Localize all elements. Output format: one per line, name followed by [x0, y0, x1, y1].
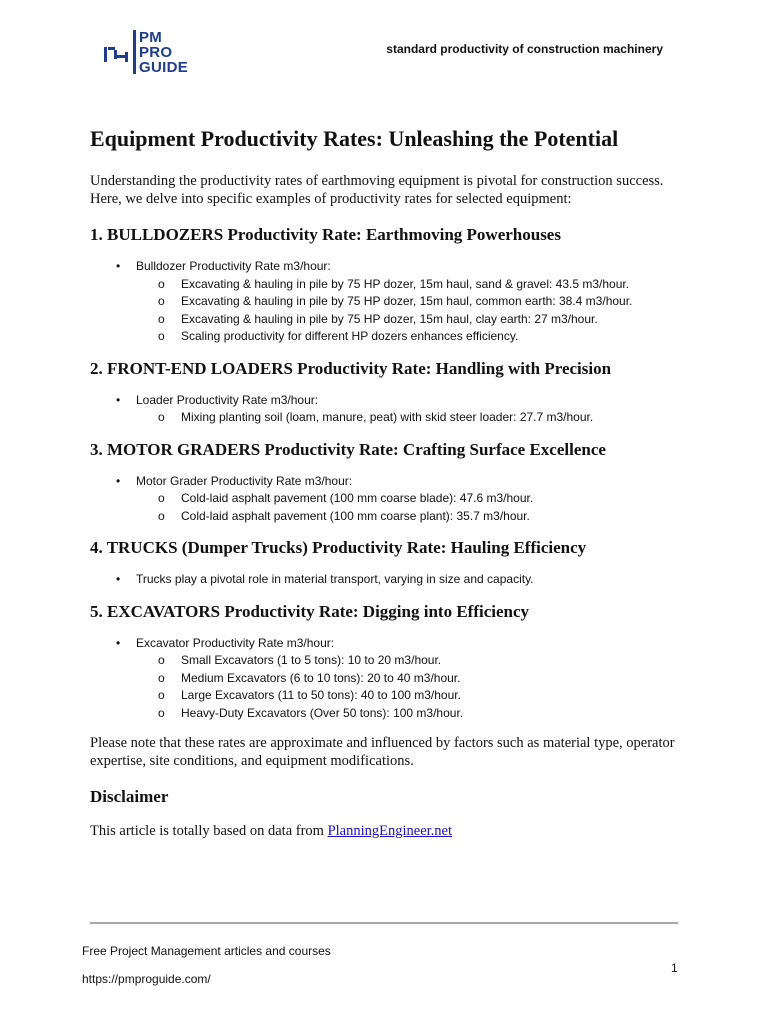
- section-list: [90, 473, 690, 526]
- list-item: [90, 392, 690, 410]
- sub-list-item: [90, 705, 690, 723]
- sub-bullet-icon: o: [158, 670, 165, 685]
- page-header: [0, 0, 768, 90]
- pmproguide-logo[interactable]: [103, 28, 188, 76]
- sub-bullet-icon: o: [158, 294, 165, 308]
- list-item-text: Excavator Productivity Rate m3/hour:: [136, 635, 335, 650]
- logo-line-pro: PRO: [139, 44, 173, 61]
- list-item-text: Motor Grader Productivity Rate m3/hour:: [136, 473, 353, 488]
- article-title: Equipment Productivity Rates: Unleashing the Potential: [90, 126, 619, 151]
- sub-bullet-icon: o: [158, 491, 165, 505]
- disclaimer-heading: Disclaimer: [90, 787, 169, 806]
- bullet-icon: •: [116, 635, 121, 650]
- sub-list-item-text: Heavy-Duty Excavators (Over 50 tons): 100 m3/hour.: [181, 705, 464, 720]
- section-heading: 1. BULLDOZERS Productivity Rate: Earthmoving Powerhouses: [90, 225, 561, 244]
- list-item: [90, 473, 690, 491]
- sub-list-item: [90, 490, 690, 508]
- bullet-icon: •: [116, 392, 121, 407]
- sub-bullet-icon: o: [158, 329, 165, 343]
- sub-bullet-icon: o: [158, 276, 165, 291]
- sub-list-item-text: Large Excavators (11 to 50 tons): 40 to 100 m3/hour.: [181, 688, 461, 702]
- sub-bullet-icon: o: [158, 508, 165, 523]
- sub-list-item: [90, 508, 690, 526]
- sub-list-item-text: Scaling productivity for different HP dozers enhances efficiency.: [181, 329, 519, 343]
- note-paragraph: Please note that these rates are approximate and influenced by factors such as material type, operator expertise, site conditions, and equipment modifications.: [90, 735, 675, 769]
- intro-paragraph: Understanding the productivity rates of earthmoving equipment is pivotal for construction success. Here, we delve into specific examples of productivity rates for selected equipment:: [90, 173, 664, 207]
- section-list: [90, 392, 690, 427]
- sub-list-item: [90, 652, 690, 670]
- disclaimer-paragraph: [90, 822, 690, 840]
- sub-list-item-text: Cold-laid asphalt pavement (100 mm coarse blade): 47.6 m3/hour.: [181, 491, 534, 505]
- sub-list-item: [90, 409, 690, 427]
- list-item: [90, 258, 690, 276]
- planningengineer-link[interactable]: PlanningEngineer.net: [327, 823, 453, 839]
- sections-container: [90, 224, 690, 722]
- list-item-text: Bulldozer Productivity Rate m3/hour:: [136, 259, 331, 273]
- page-number: 1: [671, 961, 678, 975]
- sub-bullet-icon: o: [158, 688, 165, 702]
- section-list: [90, 571, 690, 589]
- list-item-text: Loader Productivity Rate m3/hour:: [136, 392, 319, 407]
- list-item: [90, 571, 690, 589]
- logo-line-guide: GUIDE: [139, 59, 189, 76]
- sub-list-item-text: Mixing planting soil (loam, manure, peat) with skid steer loader: 27.7 m3/hour.: [181, 410, 594, 424]
- section-heading: 3. MOTOR GRADERS Productivity Rate: Crafting Surface Excellence: [90, 439, 606, 459]
- sub-bullet-icon: o: [158, 311, 165, 326]
- list-item: [90, 635, 690, 653]
- section-list: [90, 635, 690, 723]
- logo-line-pm: PM: [139, 29, 163, 46]
- bullet-icon: •: [116, 259, 121, 273]
- sub-list-item: [90, 687, 690, 705]
- logo-mark-icon: [103, 28, 137, 76]
- disclaimer-text: This article is totally based on data from: [90, 823, 328, 839]
- bullet-icon: •: [116, 473, 121, 488]
- sub-list-item-text: Medium Excavators (6 to 10 tons): 20 to 40 m3/hour.: [181, 670, 461, 685]
- footer-url[interactable]: https://pmproguide.com/: [82, 972, 211, 986]
- article-body: [90, 124, 690, 856]
- sub-list-item-text: Excavating & hauling in pile by 75 HP dozer, 15m haul, sand & gravel: 43.5 m3/hour.: [181, 276, 630, 291]
- section-heading: 5. EXCAVATORS Productivity Rate: Digging into Efficiency: [90, 601, 530, 621]
- sub-bullet-icon: o: [158, 653, 165, 667]
- sub-bullet-icon: o: [158, 410, 165, 424]
- sub-bullet-icon: o: [158, 705, 165, 720]
- footer-divider: [90, 922, 678, 924]
- bullet-icon: •: [116, 572, 121, 586]
- list-item-text: Trucks play a pivotal role in material transport, varying in size and capacity.: [136, 572, 534, 586]
- footer-tagline: Free Project Management articles and courses: [82, 944, 331, 958]
- sub-list-item-text: Cold-laid asphalt pavement (100 mm coarse plant): 35.7 m3/hour.: [181, 508, 530, 523]
- sub-list-item-text: Small Excavators (1 to 5 tons): 10 to 20 m3/hour.: [181, 653, 442, 667]
- sub-list-item: [90, 293, 690, 311]
- sub-list-item-text: Excavating & hauling in pile by 75 HP dozer, 15m haul, common earth: 38.4 m3/hour.: [181, 294, 633, 308]
- section-list: [90, 258, 690, 346]
- sub-list-item: [90, 311, 690, 329]
- section-heading: 4. TRUCKS (Dumper Trucks) Productivity Rate: Hauling Efficiency: [90, 538, 587, 557]
- sub-list-item: [90, 670, 690, 688]
- header-title: standard productivity of construction machinery: [386, 42, 663, 56]
- logo-text: [139, 28, 188, 75]
- sub-list-item-text: Excavating & hauling in pile by 75 HP dozer, 15m haul, clay earth: 27 m3/hour.: [181, 311, 598, 326]
- sub-list-item: [90, 276, 690, 294]
- section-heading: 2. FRONT-END LOADERS Productivity Rate: Handling with Precision: [90, 358, 612, 378]
- sub-list-item: [90, 328, 690, 346]
